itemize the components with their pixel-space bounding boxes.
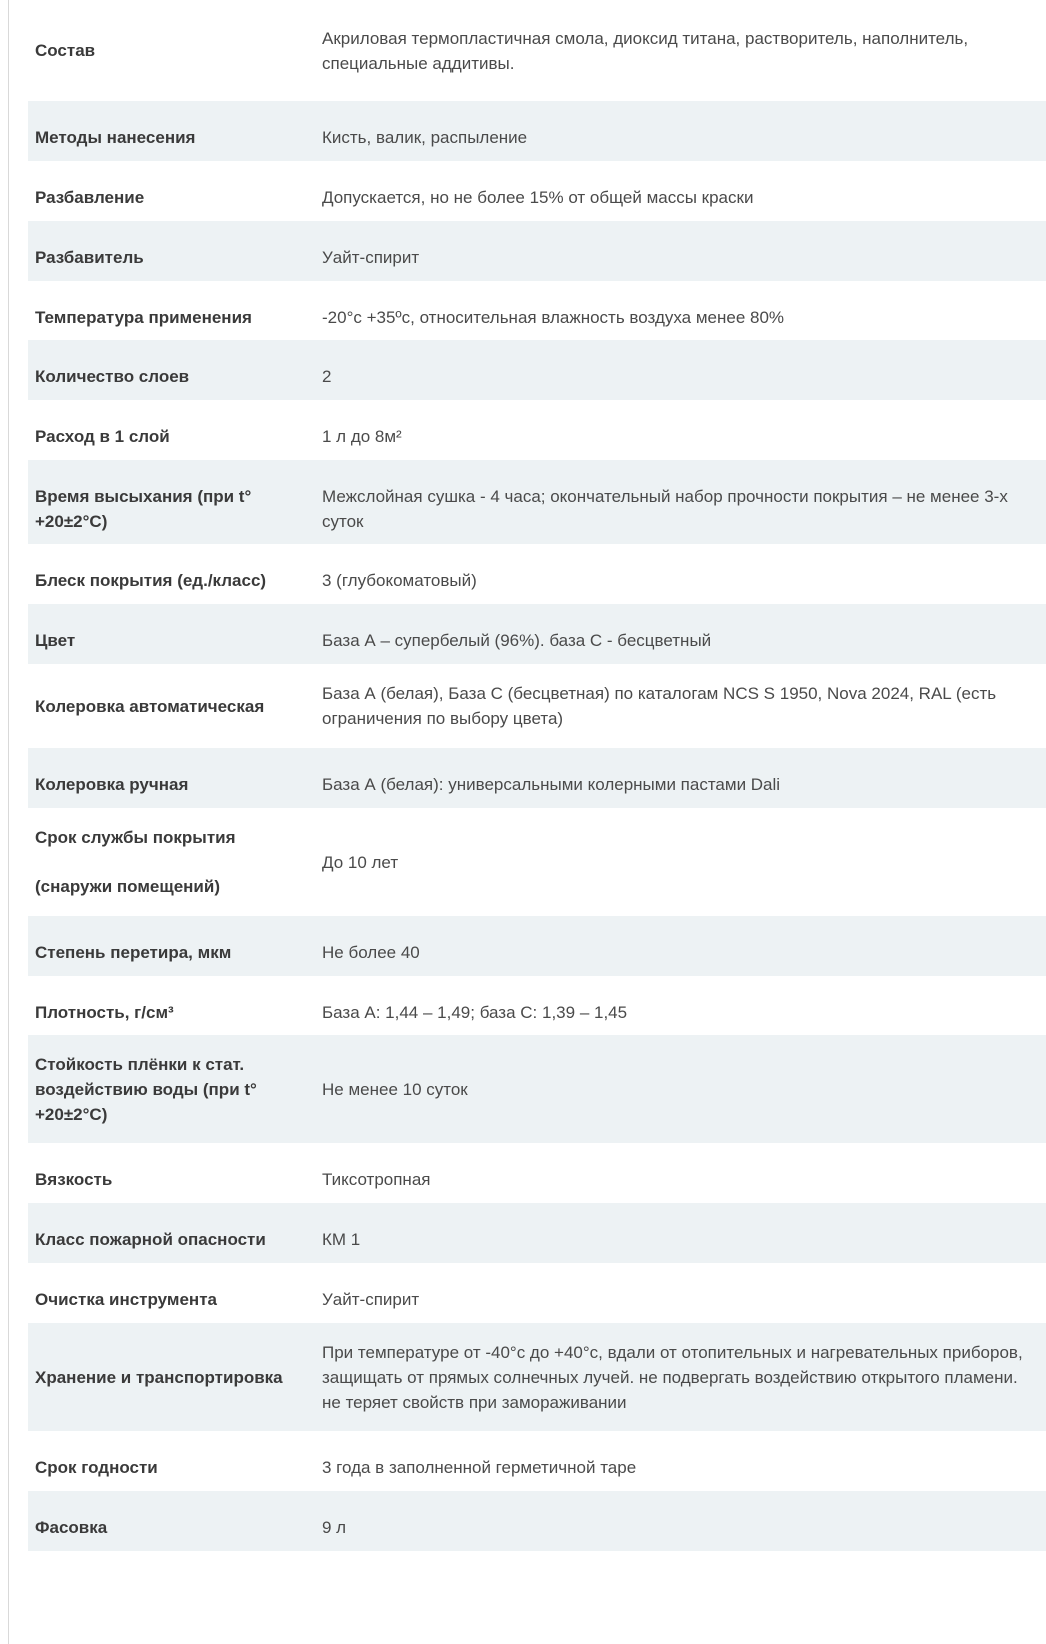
spec-row-density <box>28 976 1046 1035</box>
spec-value: 2 <box>322 367 332 386</box>
spec-label: Состав <box>35 41 96 60</box>
spec-label: Расход в 1 слой <box>35 427 170 446</box>
spec-label: Температура применения <box>35 308 252 327</box>
spec-value: Кисть, валик, распыление <box>322 128 528 147</box>
spec-row-grind-degree <box>28 916 1046 976</box>
left-border <box>8 0 9 1644</box>
spec-value: База А – супербелый (96%). база С - бесцветный <box>322 631 712 650</box>
spec-label <box>28 825 322 899</box>
spec-label: Разбавление <box>35 188 145 207</box>
spec-value: База А (белая), База С (бесцветная) по каталогам NCS S 1950, Nova 2024, RAL (есть ограничения по выбору цвета) <box>322 684 997 728</box>
spec-row-layers <box>28 340 1046 400</box>
spec-row-packaging <box>28 1491 1046 1551</box>
spec-row-service-life <box>28 808 1046 916</box>
spec-value: База А (белая): универсальными колерными пастами Dali <box>322 775 781 794</box>
spec-value: Межслойная сушка - 4 часа; окончательный набор прочности покрытия – не менее 3-х суток <box>322 487 1008 531</box>
spec-value: КМ 1 <box>322 1230 361 1249</box>
spec-label: Вязкость <box>35 1170 113 1189</box>
spec-label-line1: Срок службы покрытия <box>35 828 236 847</box>
spec-value: 1 л до 8м² <box>322 427 402 446</box>
spec-row-composition <box>28 0 1046 101</box>
spec-label: Срок годности <box>35 1458 158 1477</box>
spec-label: Колеровка ручная <box>35 775 189 794</box>
spec-label: Класс пожарной опасности <box>35 1230 266 1249</box>
spec-label-line2: (снаружи помещений) <box>35 877 220 896</box>
spec-value: Не менее 10 суток <box>322 1079 468 1099</box>
spec-label: Фасовка <box>35 1518 108 1537</box>
spec-value: Не более 40 <box>322 943 420 962</box>
specs-table <box>28 0 1046 1551</box>
spec-value: Акриловая термопластичная смола, диоксид титана, растворитель, наполнитель, специальные аддитивы. <box>322 28 969 73</box>
spec-label: Хранение и транспортировка <box>35 1367 283 1387</box>
spec-row-drying-time <box>28 460 1046 544</box>
spec-value: Допускается, но не более 15% от общей массы краски <box>322 188 754 207</box>
spec-value: До 10 лет <box>322 852 399 872</box>
spec-row-fire-class <box>28 1203 1046 1263</box>
spec-label: Стойкость плёнки к стат. воздействию воды (при t° +20±2°С) <box>35 1054 257 1124</box>
spec-row-gloss <box>28 544 1046 604</box>
spec-label: Плотность, г/см³ <box>35 1003 174 1022</box>
spec-label: Степень перетира, мкм <box>35 943 232 962</box>
spec-label: Блеск покрытия (ед./класс) <box>35 571 267 590</box>
spec-value: 3 года в заполненной герметичной таре <box>322 1458 637 1477</box>
spec-row-viscosity <box>28 1143 1046 1203</box>
spec-label: Методы нанесения <box>35 128 196 147</box>
spec-row-manual-tinting <box>28 748 1046 808</box>
spec-row-storage <box>28 1323 1046 1431</box>
spec-label: Количество слоев <box>35 367 190 386</box>
spec-row-water-resistance <box>28 1035 1046 1143</box>
spec-label: Разбавитель <box>35 248 144 267</box>
spec-value: База А: 1,44 – 1,49; база С: 1,39 – 1,45 <box>322 1003 628 1022</box>
spec-label: Цвет <box>35 631 76 650</box>
spec-value: 3 (глубокоматовый) <box>322 571 477 590</box>
spec-row-auto-tinting <box>28 664 1046 748</box>
spec-value: При температуре от -40°с до +40°с, вдали от отопительных и нагревательных приборов, защищать от прямых солнечных лучей. не подвергать воздействию открытого пламени. не теряет свойств при замораживании <box>322 1342 1023 1412</box>
spec-value: Уайт-спирит <box>322 1290 420 1309</box>
spec-label: Время высыхания (при t° +20±2°С) <box>35 487 252 531</box>
spec-row-color <box>28 604 1046 664</box>
spec-row-shelf-life <box>28 1431 1046 1491</box>
spec-row-application-methods <box>28 101 1046 161</box>
spec-row-consumption <box>28 400 1046 460</box>
spec-value: Уайт-спирит <box>322 248 420 267</box>
spec-value: -20°с +35ºс, относительная влажность воздуха менее 80% <box>322 308 785 327</box>
spec-row-tool-cleaning <box>28 1263 1046 1323</box>
spec-row-dilution <box>28 161 1046 221</box>
spec-row-thinner <box>28 221 1046 281</box>
spec-row-application-temperature <box>28 281 1046 340</box>
spec-label: Очистка инструмента <box>35 1290 217 1309</box>
spec-label: Колеровка автоматическая <box>35 696 265 716</box>
spec-value: 9 л <box>322 1518 347 1537</box>
spec-value: Тиксотропная <box>322 1170 431 1189</box>
